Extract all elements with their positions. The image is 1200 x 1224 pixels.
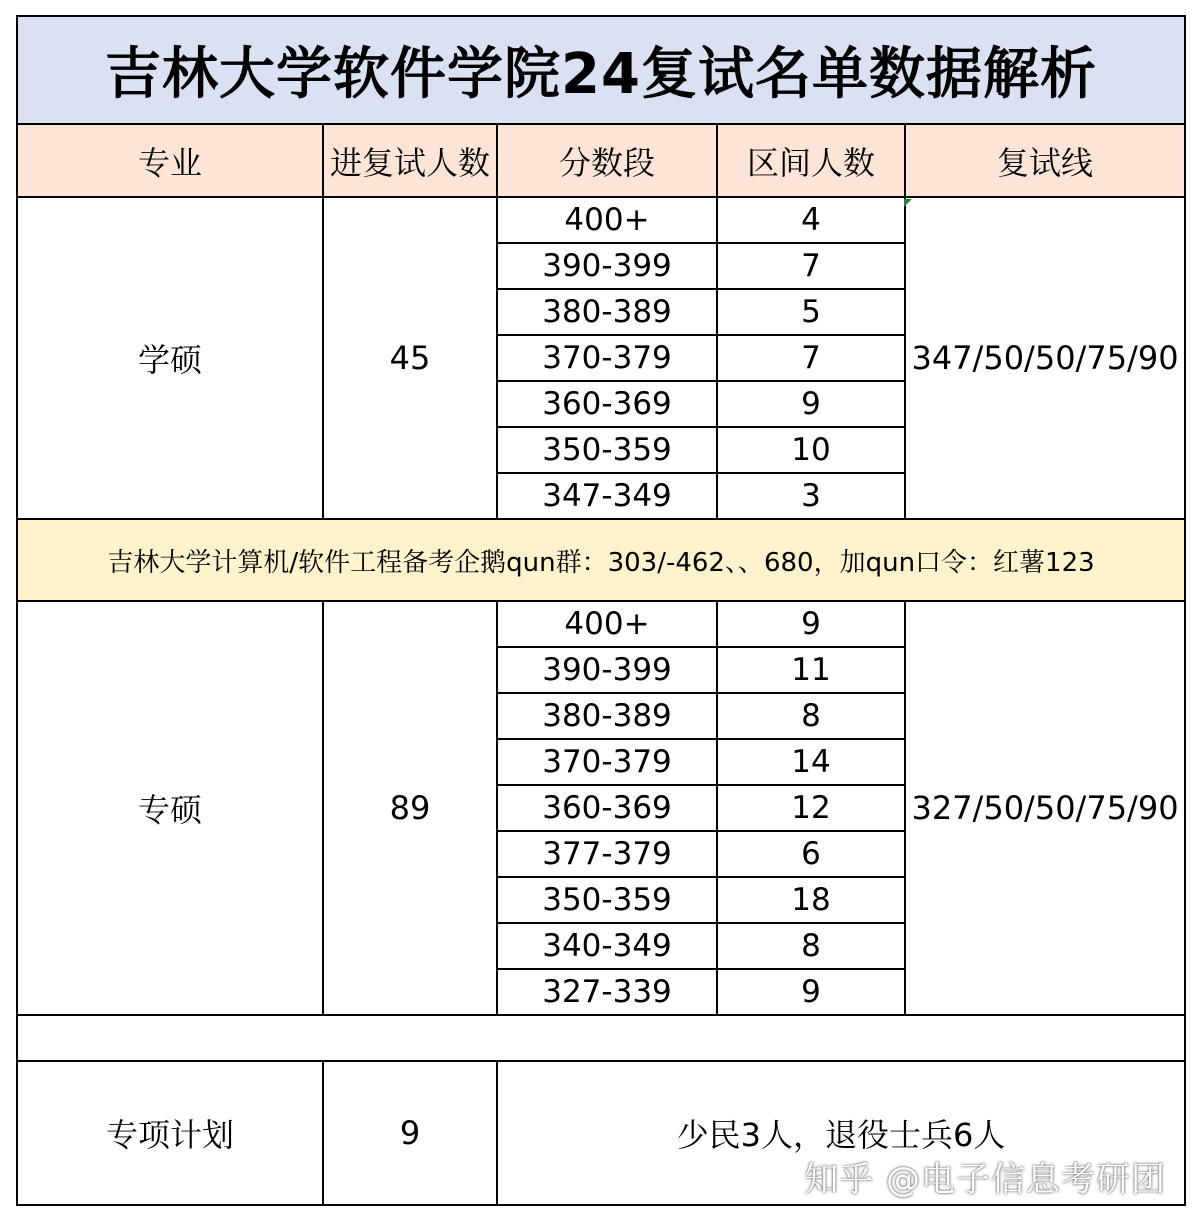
score-range: 370-379 [497,739,717,785]
watermark: 知乎 @电子信息考研团 [804,1160,1166,1200]
score-range: 390-399 [497,647,717,693]
range-count: 14 [717,739,905,785]
range-count: 9 [717,969,905,1015]
cutoff-line-xueshuo: 347/50/50/75/90 [905,197,1185,519]
major-xueshuo: 学硕 [17,197,323,519]
range-count: 6 [717,831,905,877]
score-range: 400+ [497,197,717,243]
cell-comment-marker [904,199,912,207]
group-notice: 吉林大学计算机/软件工程备考企鹅qun群：303/-462、、680，加qun口令：红薯123 [17,519,1185,601]
table-row [17,197,1185,243]
range-count: 7 [717,335,905,381]
header-major: 专业 [17,124,323,197]
count-xueshuo: 45 [323,197,497,519]
score-range: 360-369 [497,785,717,831]
range-count: 5 [717,289,905,335]
range-count: 18 [717,877,905,923]
score-range: 370-379 [497,335,717,381]
range-count: 9 [717,601,905,647]
blank-row [17,1015,1185,1061]
score-range: 350-359 [497,427,717,473]
header-range-count: 区间人数 [717,124,905,197]
table-row [17,601,1185,647]
score-range: 347-349 [497,473,717,519]
score-range: 380-389 [497,289,717,335]
range-count: 11 [717,647,905,693]
range-count: 8 [717,923,905,969]
range-count: 9 [717,381,905,427]
score-range: 390-399 [497,243,717,289]
header-row [17,124,1185,197]
header-count: 进复试人数 [323,124,497,197]
page-title: 吉林大学软件学院24复试名单数据解析 [17,16,1185,124]
score-range: 360-369 [497,381,717,427]
score-range: 327-339 [497,969,717,1015]
range-count: 10 [717,427,905,473]
special-plan-count: 9 [323,1061,497,1205]
range-count: 12 [717,785,905,831]
score-range: 377-379 [497,831,717,877]
header-cutoff-line: 复试线 [905,124,1185,197]
range-count: 4 [717,197,905,243]
score-table [16,15,1186,1206]
range-count: 3 [717,473,905,519]
major-zhuanshuo: 专硕 [17,601,323,1015]
special-plan-desc: 少民3人，退役士兵6人 [497,1061,1185,1205]
score-range: 350-359 [497,877,717,923]
range-count: 7 [717,243,905,289]
range-count: 8 [717,693,905,739]
count-zhuanshuo: 89 [323,601,497,1015]
score-range: 380-389 [497,693,717,739]
score-range: 400+ [497,601,717,647]
score-range: 340-349 [497,923,717,969]
special-plan-name: 专项计划 [17,1061,323,1205]
cutoff-line-zhuanshuo: 327/50/50/75/90 [905,601,1185,1015]
header-score-range: 分数段 [497,124,717,197]
